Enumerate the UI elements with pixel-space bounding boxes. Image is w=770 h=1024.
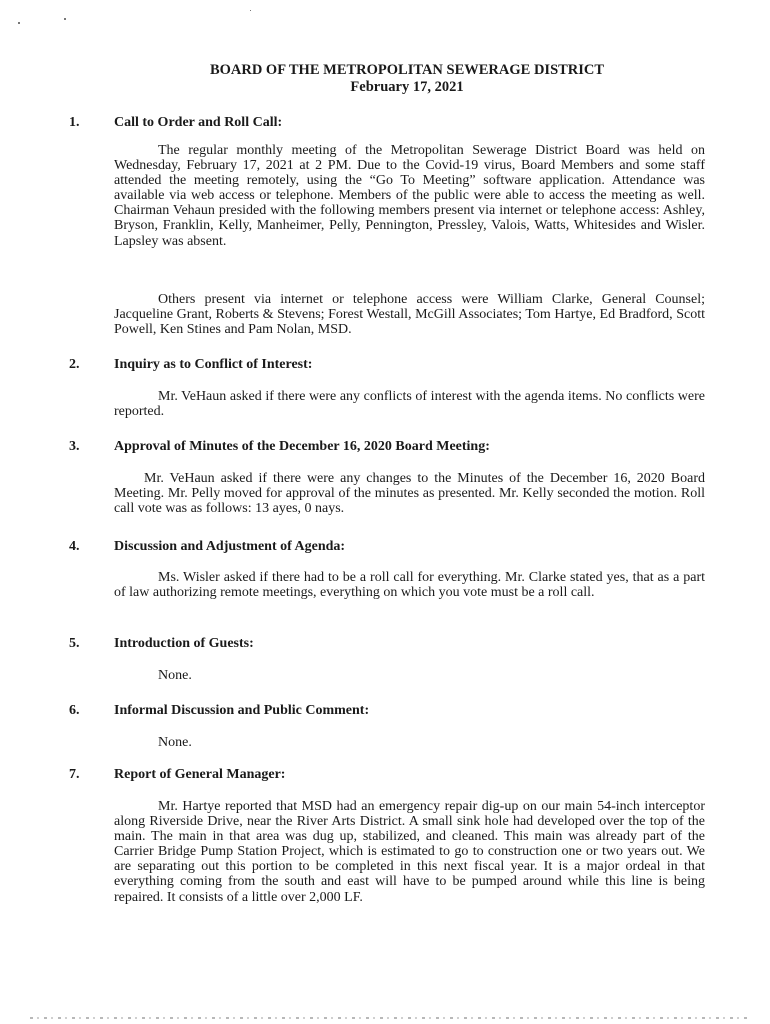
paragraph-guests: None. xyxy=(158,668,192,683)
section-number: 1. xyxy=(69,115,80,130)
scan-speck xyxy=(18,22,20,24)
section-heading-roll-call: Call to Order and Roll Call: xyxy=(114,115,283,130)
document-date: February 17, 2021 xyxy=(350,79,464,95)
paragraph-general-manager: Mr. Hartye reported that MSD had an emergency repair dig-up on our main 54-inch interceptor along Riverside Drive, near the River Arts District. A small sink hole had developed over the top of the main. The main in that area was dug up, stabilized, and cleaned. This main was already part of the Carrier Bridge Pump Station Project, which is estimated to go to construction one or two years out. We are separating out this portion to be completed in this next fiscal year. It is a major ordeal in that everything coming from the south and east will have to be pumped around while this line is being repaired. It consists of a little over 2,000 LF. xyxy=(114,799,705,905)
section-number: 2. xyxy=(69,357,80,372)
scan-edge-noise xyxy=(30,1017,750,1019)
section-heading-conflict: Inquiry as to Conflict of Interest: xyxy=(114,357,313,372)
section-heading-general-manager: Report of General Manager: xyxy=(114,767,286,782)
section-number: 7. xyxy=(69,767,80,782)
section-number: 6. xyxy=(69,703,80,718)
section-number: 5. xyxy=(69,636,80,651)
section-heading-public-comment: Informal Discussion and Public Comment: xyxy=(114,703,370,718)
paragraph-others-present: Others present via internet or telephone access were William Clarke, General Counsel; Jacqueline Grant, Roberts & Stevens; Forest Westall, McGill Associates; Tom Hartye, Ed Bradford, Scott Powell, Ken Stines and Pam Nolan, MSD. xyxy=(114,292,705,338)
section-number: 4. xyxy=(69,539,80,554)
paragraph-minutes-approval: Mr. VeHaun asked if there were any changes to the Minutes of the December 16, 2020 Board Meeting. Mr. Pelly moved for approval of the minutes as presented. Mr. Kelly seconded the motion. Roll call vote was as follows: 13 ayes, 0 nays. xyxy=(114,471,705,517)
section-heading-minutes-approval: Approval of Minutes of the December 16, 2020 Board Meeting: xyxy=(114,439,490,454)
paragraph-conflict: Mr. VeHaun asked if there were any conflicts of interest with the agenda items. No conflicts were reported. xyxy=(114,389,705,420)
paragraph-agenda: Ms. Wisler asked if there had to be a roll call for everything. Mr. Clarke stated yes, that as a part of law authorizing remote meetings, everything on which you vote must be a roll call. xyxy=(114,570,705,601)
scan-speck xyxy=(64,18,66,20)
section-heading-guests: Introduction of Guests: xyxy=(114,636,254,651)
scan-speck xyxy=(250,10,251,11)
section-number: 3. xyxy=(69,439,80,454)
paragraph-roll-call: The regular monthly meeting of the Metropolitan Sewerage District Board was held on Wednesday, February 17, 2021 at 2 PM. Due to the Covid-19 virus, Board Members and some staff attended the meeting remotely, using the “Go To Meeting” software application. Attendance was available via web access or telephone. Members of the public were able to access the meeting as well. Chairman Vehaun presided with the following members present via internet or telephone access: Ashley, Bryson, Franklin, Kelly, Manheimer, Pelly, Pennington, Pressley, Valois, Watts, Whitesides and Wisler. Lapsley was absent. xyxy=(114,143,705,249)
document-title: BOARD OF THE METROPOLITAN SEWERAGE DISTRICT xyxy=(209,62,605,78)
section-heading-agenda: Discussion and Adjustment of Agenda: xyxy=(114,539,346,554)
paragraph-public-comment: None. xyxy=(158,735,192,750)
